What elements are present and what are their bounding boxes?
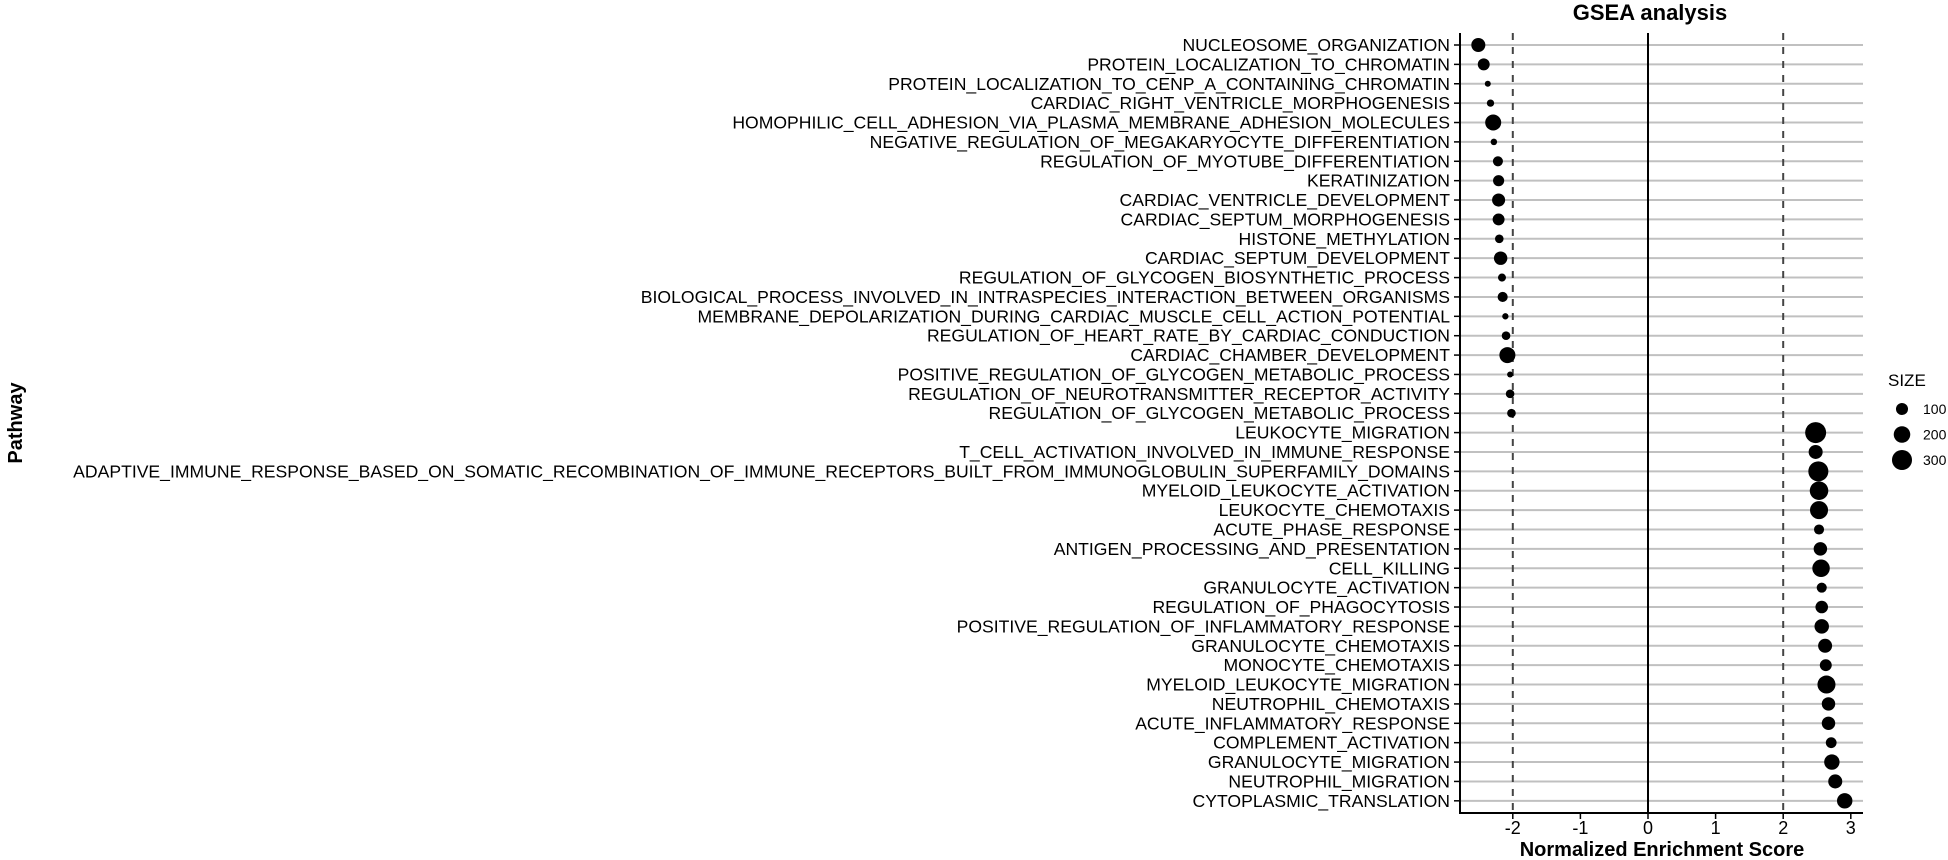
data-point [1492,194,1505,207]
data-point [1487,99,1494,106]
pathway-label: HISTONE_METHYLATION [1238,228,1450,249]
pathway-label: POSITIVE_REGULATION_OF_GLYCOGEN_METABOLIC_PROCESS [897,364,1450,385]
pathway-label: GRANULOCYTE_ACTIVATION [1203,577,1450,598]
data-point [1822,717,1835,730]
data-point [1502,313,1508,319]
data-point [1814,524,1824,534]
data-point [1808,461,1828,481]
data-point [1805,422,1826,443]
data-point [1471,38,1485,52]
legend-label: 300 [1923,452,1947,468]
chart-title: GSEA analysis [1572,0,1728,25]
pathway-label: REGULATION_OF_HEART_RATE_BY_CARDIAC_CONDUCTION [926,325,1450,346]
pathway-label: POSITIVE_REGULATION_OF_INFLAMMATORY_RESPONSE [956,616,1450,637]
pathway-label: PROTEIN_LOCALIZATION_TO_CENP_A_CONTAINING_CHROMATIN [888,73,1450,94]
pathway-label: MEMBRANE_DEPOLARIZATION_DURING_CARDIAC_MUSCLE_CELL_ACTION_POTENTIAL [697,306,1450,327]
data-point [1826,737,1837,748]
pathway-label: NEUTROPHIL_CHEMOTAXIS [1211,693,1450,714]
data-point [1493,156,1503,166]
legend-dot [1894,426,1911,443]
x-ticks [1505,813,1856,838]
data-point [1507,409,1516,418]
data-point [1491,139,1498,146]
pathway-label: NUCLEOSOME_ORGANIZATION [1182,35,1450,55]
pathway-label: MONOCYTE_CHEMOTAXIS [1223,655,1450,676]
pathway-label: GRANULOCYTE_MIGRATION [1207,752,1450,773]
size-legend [1888,371,1947,470]
data-point [1822,697,1835,710]
pathway-label: ANTIGEN_PROCESSING_AND_PRESENTATION [1053,538,1450,559]
data-point [1485,115,1501,131]
x-tick-label: 0 [1642,818,1654,838]
data-point [1820,659,1832,671]
data-point [1837,793,1852,808]
data-point [1812,560,1829,577]
x-tick-label: 1 [1710,818,1721,838]
data-point [1824,754,1839,769]
legend-label: 200 [1923,426,1947,443]
gridlines [1460,45,1863,801]
pathway-label: ADAPTIVE_IMMUNE_RESPONSE_BASED_ON_SOMATIC_RECOMBINATION_OF_IMMUNE_RECEPTORS_BUILT_FROM_IMMUNOGLOBULIN_SUPERFAMILY_DOMAINS [73,461,1450,482]
data-point [1507,371,1513,377]
pathway-labels [73,35,1460,812]
pathway-label: NEUTROPHIL_MIGRATION [1228,771,1450,792]
data-point [1498,274,1506,282]
data-point [1817,583,1827,593]
pathway-label: COMPLEMENT_ACTIVATION [1213,732,1450,753]
pathway-label: NEGATIVE_REGULATION_OF_MEGAKARYOCYTE_DIFFERENTIATION [869,131,1450,152]
data-point [1818,639,1832,653]
data-point [1810,481,1829,500]
x-tick-label: 3 [1845,818,1856,838]
legend-dot [1896,403,1908,415]
legend-title: SIZE [1888,371,1926,390]
y-axis-title: Pathway [5,382,27,464]
data-point [1478,58,1490,70]
pathway-label: T_CELL_ACTIVATION_INVOLVED_IN_IMMUNE_RESPONSE [959,441,1450,462]
pathway-label: ACUTE_PHASE_RESPONSE [1213,519,1450,540]
x-tick-label: -2 [1504,818,1521,838]
data-point [1499,347,1515,363]
data-point [1814,542,1827,555]
pathway-label: REGULATION_OF_NEUROTRANSMITTER_RECEPTOR_ACTIVITY [908,383,1450,404]
axes [1459,33,1863,814]
data-point [1809,445,1823,459]
x-tick-label: -1 [1572,818,1589,838]
legend-label: 100 [1923,401,1947,417]
legend-dot [1892,450,1912,470]
pathway-label: ACUTE_INFLAMMATORY_RESPONSE [1135,713,1450,734]
data-point [1828,774,1842,788]
data-point [1485,81,1491,87]
data-point [1815,619,1829,633]
data-point [1494,251,1507,264]
pathway-label: CARDIAC_SEPTUM_MORPHOGENESIS [1120,209,1450,230]
pathway-label: CELL_KILLING [1328,558,1450,579]
pathway-label: CARDIAC_RIGHT_VENTRICLE_MORPHOGENESIS [1030,93,1450,114]
pathway-label: REGULATION_OF_MYOTUBE_DIFFERENTIATION [1040,151,1450,172]
x-axis-title: Normalized Enrichment Score [1519,839,1805,860]
pathway-label: LEUKOCYTE_MIGRATION [1235,422,1450,443]
data-point [1493,175,1504,186]
data-point [1506,390,1515,399]
data-point [1493,213,1505,225]
pathway-label: REGULATION_OF_PHAGOCYTOSIS [1152,597,1450,618]
data-point [1817,676,1835,694]
data-points [1471,38,1852,809]
reference-lines [1513,33,1783,813]
data-point [1815,601,1828,614]
legend-entries [1892,401,1947,470]
x-tick-label: 2 [1778,818,1789,838]
pathway-label: REGULATION_OF_GLYCOGEN_BIOSYNTHETIC_PROCESS [958,267,1450,288]
pathway-label: CYTOPLASMIC_TRANSLATION [1192,790,1450,811]
pathway-label: PROTEIN_LOCALIZATION_TO_CHROMATIN [1087,54,1450,75]
pathway-label: REGULATION_OF_GLYCOGEN_METABOLIC_PROCESS [988,403,1450,424]
data-point [1495,234,1504,243]
pathway-label: CARDIAC_CHAMBER_DEVELOPMENT [1130,345,1450,366]
pathway-label: CARDIAC_SEPTUM_DEVELOPMENT [1144,248,1450,269]
data-point [1502,331,1511,340]
pathway-label: GRANULOCYTE_CHEMOTAXIS [1191,635,1450,656]
pathway-label: MYELOID_LEUKOCYTE_ACTIVATION [1141,480,1450,501]
data-point [1498,292,1508,302]
pathway-label: KERATINIZATION [1306,170,1450,191]
pathway-label: BIOLOGICAL_PROCESS_INVOLVED_IN_INTRASPECIES_INTERACTION_BETWEEN_ORGANISMS [640,286,1450,307]
pathway-label: HOMOPHILIC_CELL_ADHESION_VIA_PLASMA_MEMBRANE_ADHESION_MOLECULES [732,112,1450,133]
pathway-label: CARDIAC_VENTRICLE_DEVELOPMENT [1119,190,1450,211]
pathway-label: MYELOID_LEUKOCYTE_MIGRATION [1146,674,1450,695]
pathway-label: LEUKOCYTE_CHEMOTAXIS [1218,500,1450,521]
data-point [1810,501,1828,519]
